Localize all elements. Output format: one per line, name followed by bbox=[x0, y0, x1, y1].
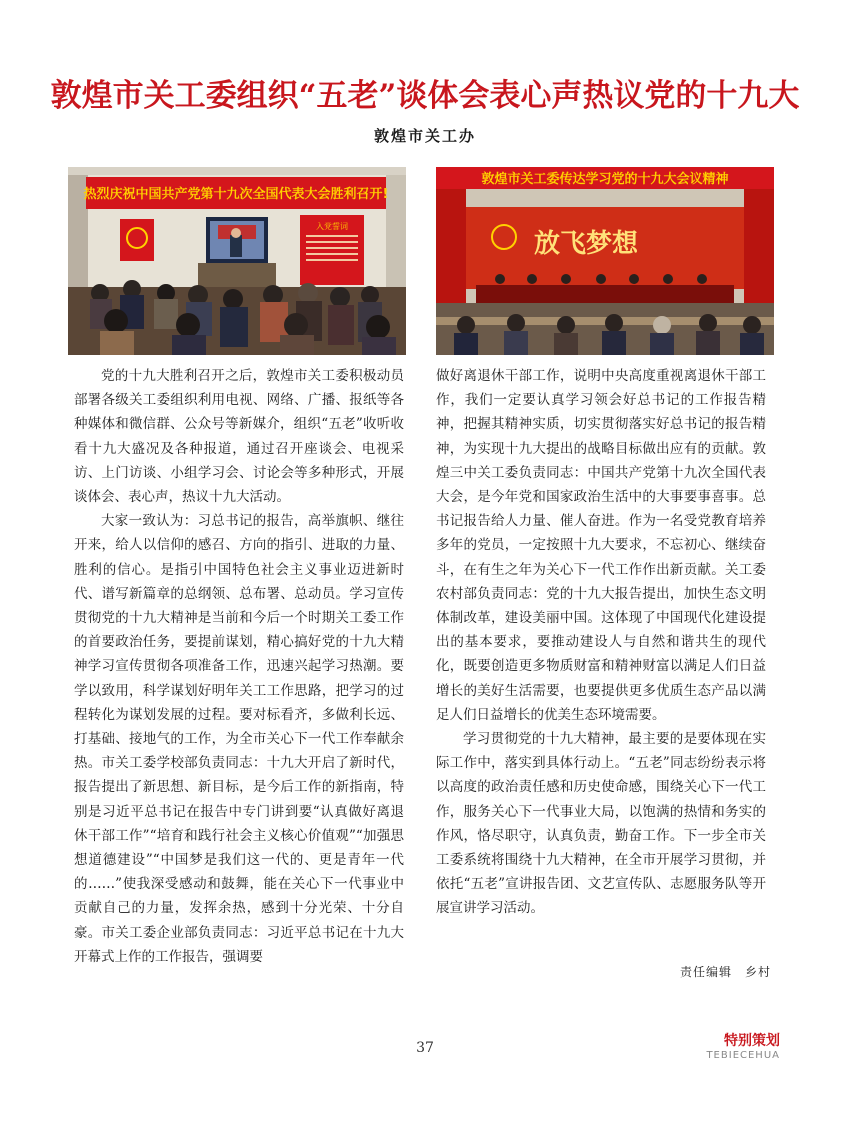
photo-left-poster: 入党誓词 bbox=[316, 222, 348, 231]
page-number: 37 bbox=[416, 1040, 434, 1056]
article-column-right bbox=[436, 364, 766, 921]
paragraph: 学习贯彻党的十九大精神，最主要的是要体现在实际工作中，落实到具体行动上。“五老”同志纷纷表示将以高度的政治责任感和历史使命感，围绕关心下一代工作，服务关心下一代事业大局，以饱满的热情和务实的作风，恪尽职守，认真负责，勤奋工作。下一步全市关工委系统将围绕十九大精神，在全市开展学习贯彻，并依托“五老”宣讲报告团、文艺宣传队、志愿服务队等开展宣讲学习活动。 bbox=[436, 731, 766, 917]
paragraph: 做好离退休干部工作，说明中央高度重视离退休干部工作，我们一定要认真学习领会好总书记的工作报告精神，把握其精神实质，切实贯彻落实好总书记的报告精神，为实现十九大提出的战略目标做出应有的贡献。敦煌三中关工委负责同志：中国共产党第十九次全国代表大会，是今年党和国家政治生活中的大事要事喜事。总书记报告给人力量、催人奋进。作为一名受党教育培养多年的党员，一定按照十九大要求，不忘初心、继续奋斗，在有生之年为关心下一代工作作出新贡献。关工委农村部负责同志：党的十九大报告提出，加快生态文明体制改革，建设美丽中国。这体现了中国现代化建设提出的基本要求，要推动建设人与自然和谐共生的现代化，既要创造更多物质财富和精神财富以满足人们日益增长的美好生活需要，也要提供更多优质生态产品以满足人们日益增长的优美生态环境需要。 bbox=[436, 368, 766, 723]
section-label bbox=[706, 1030, 780, 1061]
paragraph: 大家一致认为：习总书记的报告，高举旗帜、继往开来，给人以信仰的感召、方向的指引、进取的力量、胜利的信心。是指引中国特色社会主义事业迈进新时代、谱写新篇章的总纲领、总布署、总动员。学习宣传贯彻党的十九大精神是当前和今后一个时期关工委工作的首要政治任务，要提前谋划，精心搞好党的十九大精神学习宣传贯彻各项准备工作，迅速兴起学习热潮。要学以致用，科学谋划好明年关工工作思路，把学习的过程转化为谋划发展的过程。要对标看齐，多做利长远、打基础、接地气的工作，为全市关心下一代工作奉献余热。市关工委学校部负责同志：十九大开启了新时代，报告提出了新思想、新目标，是今后工作的新指南，特别是习近平总书记在报告中专门讲到要“认真做好离退休干部工作”“培育和践行社会主义核心价值观”“加强思想道德建设”“中国梦是我们这一代的、更是青年一代的……”使我深受感动和鼓舞，能在关心下一代事业中贡献自己的力量，发挥余热，感到十分光荣、十分自豪。市关工委企业部负责同志：习近平总书记在十九大开幕式上作的工作报告，强调要 bbox=[74, 513, 404, 965]
photo-meeting-tv bbox=[68, 167, 406, 355]
paragraph: 党的十九大胜利召开之后，敦煌市关工委积极动员部署各级关工委组织利用电视、网络、广播、报纸等各种媒体和微信群、公众号等新媒介，组织“五老”收听收看十九大盛况及各种报道，通过召开座谈会、电视采访、上门访谈、小组学习会、讨论会等多种形式，开展谈体会、表心声，热议十九大活动。 bbox=[74, 368, 404, 506]
photo-conference bbox=[436, 167, 774, 355]
section-subtitle: TEBIECEHUA bbox=[706, 1050, 780, 1061]
article-column-left bbox=[74, 364, 404, 969]
editor-credit: 责任编辑 乡村 bbox=[680, 965, 772, 979]
article-byline: 敦煌市关工办 bbox=[373, 127, 476, 145]
section-title: 特别策划 bbox=[724, 1033, 780, 1049]
photo-right-stage: 放飞梦想 bbox=[533, 229, 639, 259]
photo-left-banner: 热烈庆祝中国共产党第十九次全国代表大会胜利召开! bbox=[83, 187, 389, 202]
article-title: 敦煌市关工委组织“五老”谈体会表心声热议党的十九大 bbox=[50, 78, 800, 114]
photo-right-banner: 敦煌市关工委传达学习党的十九大会议精神 bbox=[481, 172, 729, 187]
